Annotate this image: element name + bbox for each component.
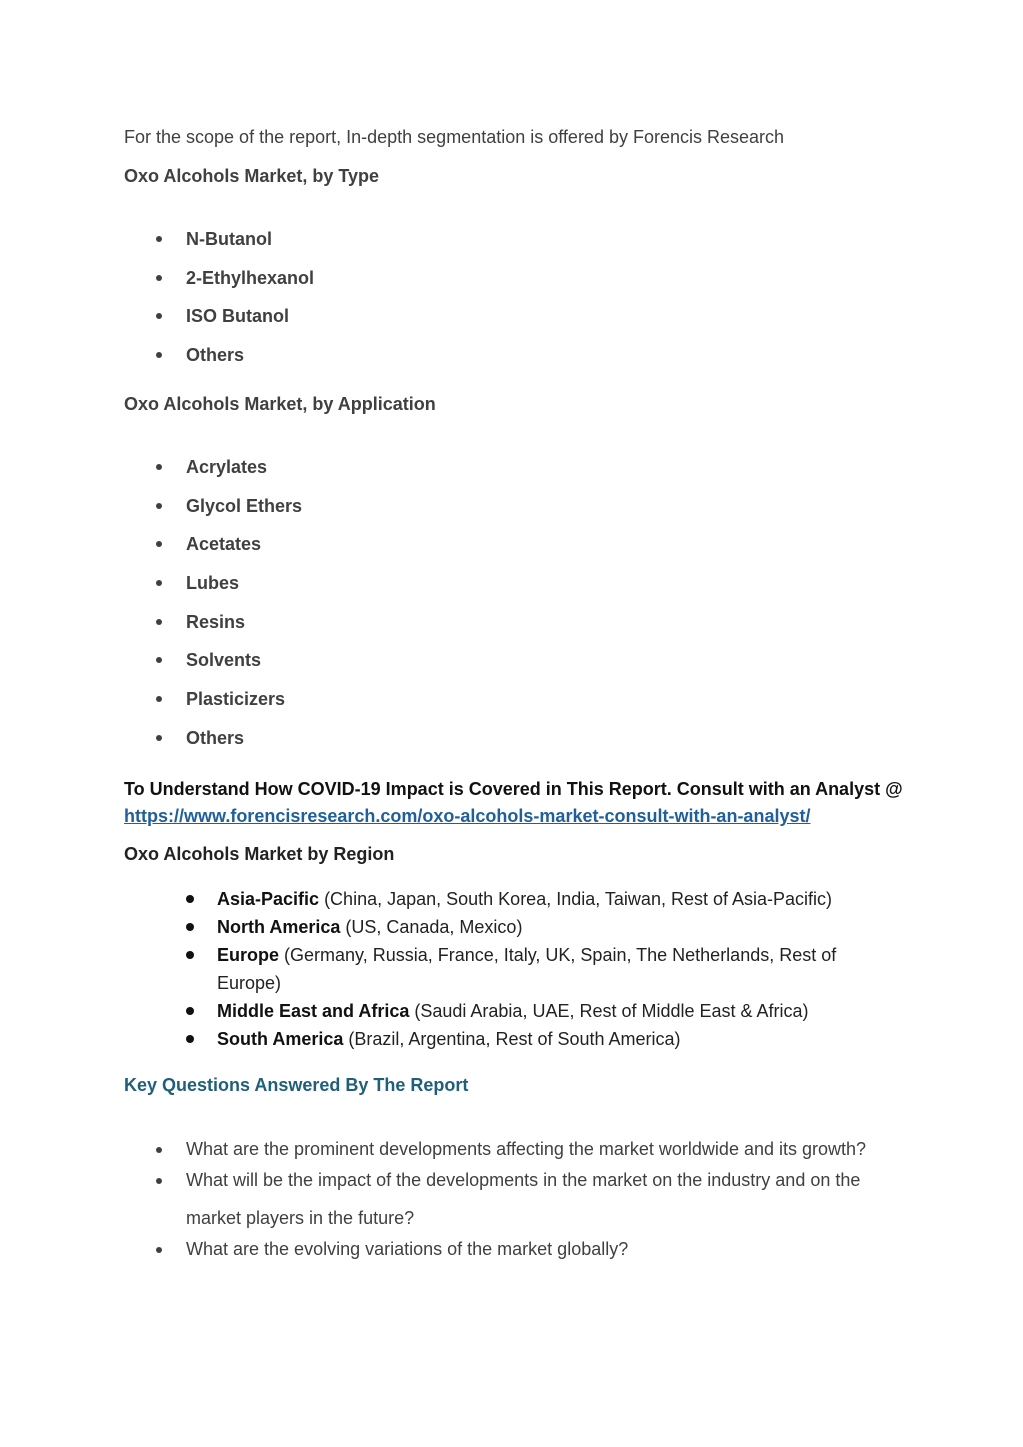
bullet-icon: [156, 541, 162, 547]
list-item: ISO Butanol: [124, 305, 314, 344]
bullet-icon: [186, 923, 194, 931]
bullet-icon: [156, 1147, 162, 1153]
bullet-icon: [156, 236, 162, 242]
region-detail: (China, Japan, South Korea, India, Taiwan, Rest of Asia-Pacific): [319, 889, 833, 909]
region-detail: (Saudi Arabia, UAE, Rest of Middle East & Africa): [409, 1001, 809, 1021]
list-item: What will be the impact of the developments in the market on the industry and on the market players in the future?: [124, 1161, 914, 1238]
bullet-icon: [186, 951, 194, 959]
type-list: [124, 228, 314, 383]
bullet-icon: [156, 275, 162, 281]
region-heading: Oxo Alcohols Market by Region: [124, 844, 395, 864]
covid-callout: [124, 776, 914, 830]
key-questions-list: [124, 1138, 914, 1269]
region-name: Middle East and Africa: [217, 1001, 410, 1021]
list-item: [124, 941, 864, 997]
list-item: Lubes: [124, 572, 302, 611]
bullet-icon: [156, 1178, 162, 1184]
region-list: [124, 885, 864, 1053]
bullet-icon: [186, 1035, 194, 1043]
list-item: Acetates: [124, 533, 302, 572]
application-heading: Oxo Alcohols Market, by Application: [124, 394, 436, 414]
list-item: Plasticizers: [124, 688, 302, 727]
covid-text: To Understand How COVID-19 Impact is Covered in This Report. Consult with an Analyst @: [124, 779, 903, 799]
bullet-icon: [156, 696, 162, 702]
region-detail: (US, Canada, Mexico): [340, 917, 523, 937]
bullet-icon: [156, 313, 162, 319]
list-item: Others: [124, 727, 302, 766]
region-name: Europe: [217, 945, 280, 965]
bullet-icon: [156, 657, 162, 663]
list-item: [124, 913, 864, 941]
application-list: [124, 456, 302, 766]
key-questions-heading: Key Questions Answered By The Report: [124, 1075, 469, 1095]
bullet-icon: [156, 503, 162, 509]
list-item: [124, 885, 864, 913]
list-item: Glycol Ethers: [124, 495, 302, 534]
region-name: Asia-Pacific: [217, 889, 320, 909]
region-detail: (Brazil, Argentina, Rest of South America): [343, 1029, 681, 1049]
bullet-icon: [156, 1247, 162, 1253]
bullet-icon: [156, 580, 162, 586]
bullet-icon: [186, 1007, 194, 1015]
bullet-icon: [156, 735, 162, 741]
bullet-icon: [156, 619, 162, 625]
list-item: [124, 997, 864, 1025]
region-name: South America: [217, 1029, 344, 1049]
list-item: Resins: [124, 611, 302, 650]
region-name: North America: [217, 917, 341, 937]
list-item: Acrylates: [124, 456, 302, 495]
list-item: Solvents: [124, 649, 302, 688]
bullet-icon: [156, 352, 162, 358]
list-item: N-Butanol: [124, 228, 314, 267]
bullet-icon: [186, 895, 194, 903]
analyst-link[interactable]: https://www.forencisresearch.com/oxo-alcohols-market-consult-with-an-analyst/: [124, 806, 811, 826]
list-item: What are the evolving variations of the market globally?: [124, 1230, 914, 1269]
list-item: [124, 1025, 864, 1053]
list-item: What are the prominent developments affecting the market worldwide and its growth?: [124, 1130, 914, 1169]
list-item: 2-Ethylhexanol: [124, 267, 314, 306]
intro-text: For the scope of the report, In-depth segmentation is offered by Forencis Research: [124, 127, 785, 147]
region-detail: (Germany, Russia, France, Italy, UK, Spain, The Netherlands, Rest of Europe): [217, 945, 837, 993]
type-heading: Oxo Alcohols Market, by Type: [124, 166, 380, 186]
bullet-icon: [156, 464, 162, 470]
list-item: Others: [124, 344, 314, 383]
